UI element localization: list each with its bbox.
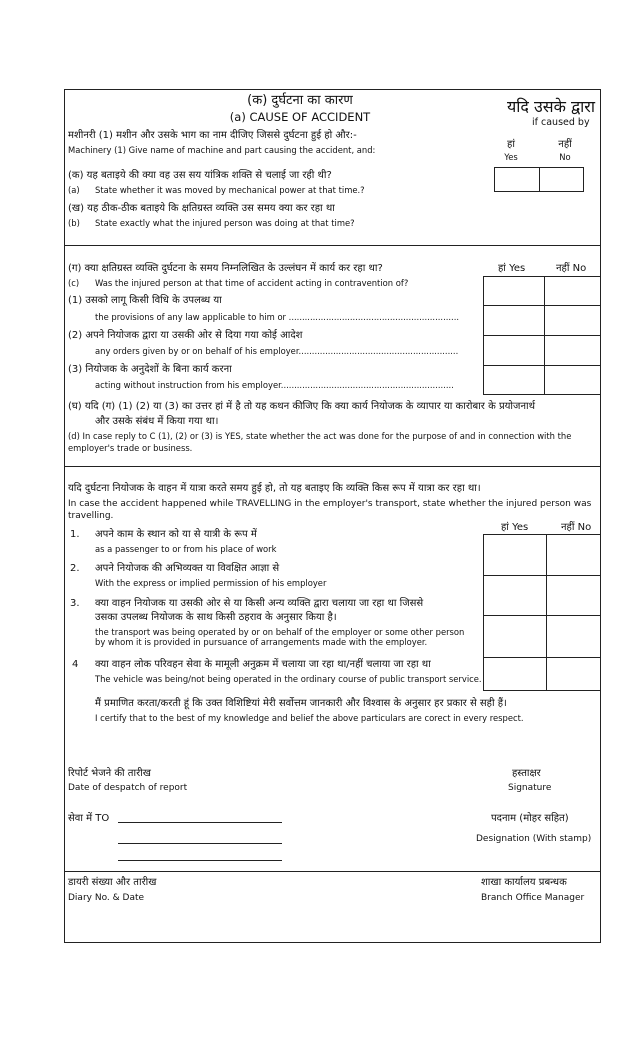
machinery-english: Machinery (1) Give name of machine and part causing the accident, and: <box>68 145 376 155</box>
if-caused-hindi: यदि उसके द्वारा <box>507 97 595 116</box>
operated-yes-box[interactable] <box>483 615 547 658</box>
signature-hindi: हस्ताक्षर <box>512 768 541 779</box>
travel-intro-hindi: यदि दुर्घटना नियोजक के वाहन में यात्रा करते समय हुई हो, तो यह बताइए कि व्यक्ति किस रूप में यात्रा कर रहा था। <box>68 483 481 494</box>
section-a-title-hindi: (क) दुर्घटना का कारण <box>247 93 353 108</box>
designation-english: Designation (With stamp) <box>476 834 592 844</box>
to-label: सेवा में TO <box>68 813 110 824</box>
orders-no-box[interactable] <box>544 305 601 336</box>
mechanical-power-yes-box[interactable] <box>494 167 540 192</box>
travel-intro-english-line2: travelling. <box>68 511 114 521</box>
travel-item3-english-line1: the transport was being operated by or on behalf of the employer or some other person <box>95 627 465 637</box>
yes-hindi: हां <box>507 139 515 150</box>
item-a-english: State whether it was moved by mechanical power at that time.? <box>95 185 365 195</box>
passenger-yes-box[interactable] <box>483 534 547 576</box>
item-b-english: State exactly what the injured person was doing at that time? <box>95 218 355 228</box>
item-d-hindi-line2: और उसके संबंध में किया गया था। <box>95 416 219 427</box>
public-transport-no-box[interactable] <box>546 657 601 691</box>
item-d-hindi-line1: (घ) यदि (ग) (1) (2) या (3) का उत्तर हां में है तो यह कथन कीजिए कि क्या कार्य नियोजक के व्यापार या कारोबार के प्रयोजनार्थ <box>68 401 535 412</box>
branch-manager-english: Branch Office Manager <box>481 893 585 903</box>
address-line-3[interactable] <box>118 860 282 861</box>
instruction-yes-box[interactable] <box>483 335 545 366</box>
public-transport-yes-box[interactable] <box>483 657 547 691</box>
certify-hindi: मैं प्रमाणित करता/करती हूं कि उक्त विशिष्टियां मेरी सर्वोत्तम जानकारी और विश्वास के अनुसार हर प्रकार से सही हैं। <box>95 698 507 709</box>
section-divider-1 <box>64 245 601 246</box>
item-a-hindi: (क) यह बताइये की क्या वह उस सय यांत्रिक शक्ति से चलाई जा रही थी? <box>68 170 332 181</box>
travel-item4-english: The vehicle was being/not being operated in the ordinary course of public transport service. <box>95 674 482 684</box>
travel-item4-number: 4 <box>72 659 79 670</box>
travel-item1-hindi: अपने काम के स्थान को या से यात्री के रूप में <box>95 529 257 540</box>
travel-yes-label: हां Yes <box>501 522 529 533</box>
item-c-marker: (c) <box>68 278 80 288</box>
despatch-date-hindi: रिपोर्ट भेजने की तारीख <box>68 768 151 779</box>
if-caused-english: if caused by <box>532 117 590 128</box>
orders-yes-box[interactable] <box>483 305 545 336</box>
law-no-box[interactable] <box>544 276 601 306</box>
travel-item4-hindi: क्या वाहन लोक परिवहन सेवा के मामूली अनुक्रम में चलाया जा रहा था/नहीं चलाया जा रहा था <box>95 659 431 670</box>
item-b-hindi: (ख) यह ठीक-ठीक बताइये कि क्षतिग्रस्त व्यक्ति उस समय क्या कर रहा था <box>68 203 335 214</box>
travel-item3-number: 3. <box>70 598 80 609</box>
travel-item2-english: With the express or implied permission of his employer <box>95 578 327 588</box>
yes-english: Yes <box>504 152 518 162</box>
item-c2-english: any orders given by or on behalf of his employer............................................................ <box>95 346 459 356</box>
despatch-date-english: Date of despatch of report <box>68 783 188 793</box>
section-divider-3 <box>64 871 601 872</box>
travel-item1-number: 1. <box>70 529 80 540</box>
travel-item2-number: 2. <box>70 563 80 574</box>
item-d-english-line1: (d) In case reply to C (1), (2) or (3) is YES, state whether the act was done for the purpose of and in connection with the <box>68 431 572 441</box>
travel-item3-hindi-line1: क्या वाहन नियोजक या उसकी ओर से या किसी अन्य व्यक्ति द्वारा चलाया जा रहा था जिससे <box>95 598 424 609</box>
item-c3-english: acting without instruction from his employer................................................................. <box>95 380 454 390</box>
item-c-english: Was the injured person at that time of accident acting in contravention of? <box>95 278 409 288</box>
item-b-marker: (b) <box>68 218 80 228</box>
item-a-marker: (a) <box>68 185 80 195</box>
item-c-hindi: (ग) क्या क्षतिग्रस्त व्यक्ति दुर्घटना के समय निम्नलिखित के उल्लंघन में कार्य कर रहा था? <box>68 263 383 274</box>
section-divider-2 <box>64 466 601 467</box>
mechanical-power-no-box[interactable] <box>539 167 584 192</box>
law-yes-box[interactable] <box>483 276 545 306</box>
travel-item3-english-line2: by whom it is provided in pursuance of arrangements made with the employer. <box>95 637 428 647</box>
contravention-yes-label: हां Yes <box>498 263 526 274</box>
item-d-english-line2: employer's trade or business. <box>68 443 193 453</box>
travel-item1-english: as a passenger to or from his place of work <box>95 544 277 554</box>
signature-english: Signature <box>508 783 552 793</box>
no-english: No <box>559 152 571 162</box>
contravention-no-label: नहीं No <box>556 263 587 274</box>
item-c2-hindi: (2) अपने नियोजक द्वारा या उसकी ओर से दिया गया कोई आदेश <box>68 330 303 341</box>
travel-item3-hindi-line2: उसका उपलब्ध नियोजक के साथ किसी ठहराव के अनुसार किया है। <box>95 612 337 623</box>
permission-yes-box[interactable] <box>483 575 547 616</box>
item-c1-hindi: (1) उसको लागू किसी विधि के उपलब्ध या <box>68 295 222 306</box>
permission-no-box[interactable] <box>546 575 601 616</box>
no-hindi: नहीं <box>558 139 572 150</box>
address-line-2[interactable] <box>118 843 282 844</box>
operated-no-box[interactable] <box>546 615 601 658</box>
diary-hindi: डायरी संख्या और तारीख <box>68 877 157 888</box>
travel-intro-english-line1: In case the accident happened while TRAVELLING in the employer's transport, state whether the injured person was <box>68 499 592 509</box>
spare-yes-box[interactable] <box>483 365 545 395</box>
instruction-no-box[interactable] <box>544 335 601 366</box>
travel-item2-hindi: अपने नियोजक की अभिव्यक्त या विवक्षित आज्ञा से <box>95 563 280 574</box>
spare-no-box[interactable] <box>544 365 601 395</box>
certify-english: I certify that to the best of my knowledge and belief the above particulars are corect in every respect. <box>95 713 524 723</box>
diary-english: Diary No. & Date <box>68 893 145 903</box>
passenger-no-box[interactable] <box>546 534 601 576</box>
designation-hindi: पदनाम (मोहर सहित) <box>491 813 569 824</box>
item-c3-hindi: (3) नियोजक के अनुदेशों के बिना कार्य करना <box>68 364 232 375</box>
section-a-title-english: (a) CAUSE OF ACCIDENT <box>229 110 371 124</box>
address-line-1[interactable] <box>118 822 282 823</box>
machinery-hindi: मशीनरी (1) मशीन और उसके भाग का नाम दीजिए जिससे दुर्घटना हुई हो और:- <box>68 130 357 141</box>
item-c1-english: the provisions of any law applicable to him or ................................................................ <box>95 312 460 322</box>
branch-manager-hindi: शाखा कार्यालय प्रबन्धक <box>481 877 567 888</box>
travel-no-label: नहीं No <box>561 522 592 533</box>
